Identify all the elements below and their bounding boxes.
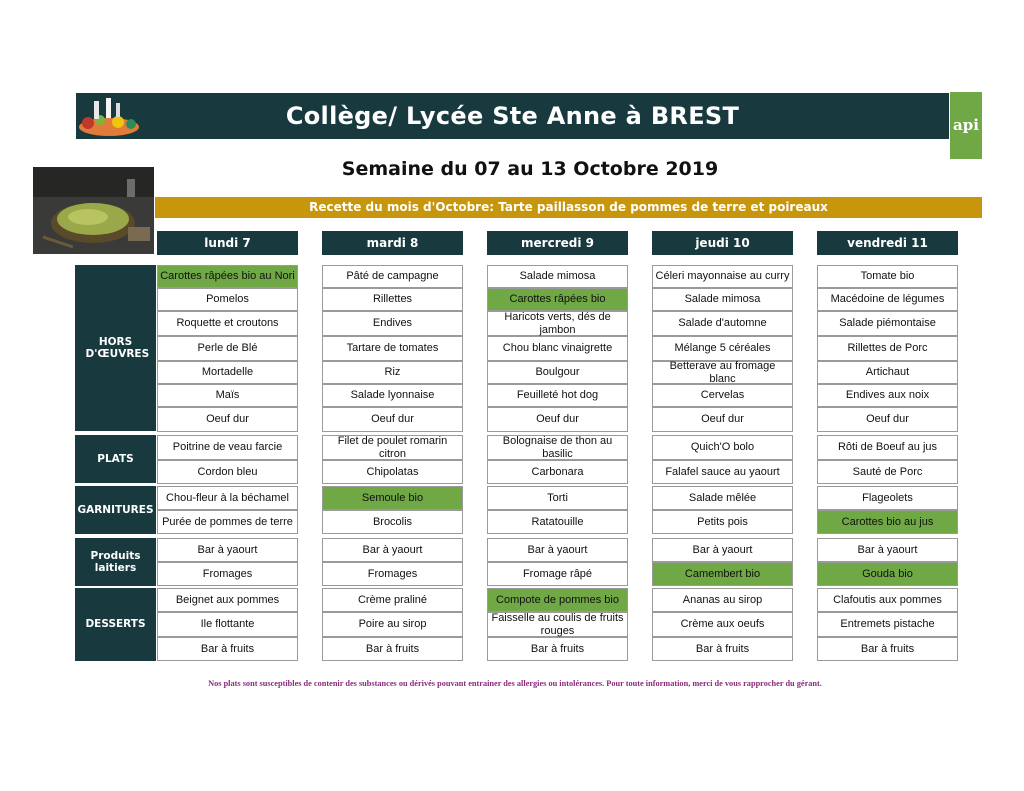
menu-cell: Cordon bleu	[157, 460, 298, 484]
menu-cell: Riz	[322, 361, 463, 384]
menu-cell: Carbonara	[487, 460, 628, 484]
menu-cell: Mortadelle	[157, 361, 298, 384]
category-label: HORS D'ŒUVRES	[85, 335, 150, 360]
menu-cell: Pomelos	[157, 288, 298, 311]
menu-cell: Bar à fruits	[487, 637, 628, 661]
menu-cell: Salade d'automne	[652, 311, 793, 336]
menu-cell: Rillettes de Porc	[817, 336, 958, 361]
menu-cell: Ananas au sirop	[652, 588, 793, 612]
menu-cell: Oeuf dur	[652, 407, 793, 432]
menu-cell: Bar à fruits	[817, 637, 958, 661]
menu-cell: Bolognaise de thon au basilic	[487, 435, 628, 460]
day-header-thursday: jeudi 10	[652, 231, 793, 255]
menu-cell: Salade mimosa	[487, 265, 628, 288]
category-produits-laitiers	[75, 538, 156, 586]
menu-cell: Carottes râpées bio au Nori	[157, 265, 298, 288]
day-header-tuesday: mardi 8	[322, 231, 463, 255]
menu-cell: Oeuf dur	[817, 407, 958, 432]
menu-cell: Salade mimosa	[652, 288, 793, 311]
menu-cell: Haricots verts, dés de jambon	[487, 311, 628, 336]
menu-cell: Petits pois	[652, 510, 793, 534]
menu-cell: Falafel sauce au yaourt	[652, 460, 793, 484]
api-logo	[950, 92, 982, 159]
menu-cell: Ratatouille	[487, 510, 628, 534]
school-title-banner	[76, 93, 949, 139]
menu-cell: Brocolis	[322, 510, 463, 534]
menu-cell: Tartare de tomates	[322, 336, 463, 361]
menu-cell: Compote de pommes bio	[487, 588, 628, 612]
menu-cell: Macédoine de légumes	[817, 288, 958, 311]
menu-cell: Beignet aux pommes	[157, 588, 298, 612]
menu-cell: Bar à yaourt	[322, 538, 463, 562]
menu-cell: Rillettes	[322, 288, 463, 311]
menu-cell: Oeuf dur	[157, 407, 298, 432]
category-hors-doeuvres	[75, 265, 156, 431]
menu-cell: Chou blanc vinaigrette	[487, 336, 628, 361]
menu-cell: Fromage râpé	[487, 562, 628, 586]
menu-cell: Torti	[487, 486, 628, 510]
menu-cell: Gouda bio	[817, 562, 958, 586]
day-header-monday: lundi 7	[157, 231, 298, 255]
menu-cell: Quich'O bolo	[652, 435, 793, 460]
menu-cell: Ile flottante	[157, 612, 298, 637]
menu-cell: Crème aux oeufs	[652, 612, 793, 637]
week-title: Semaine du 07 au 13 Octobre 2019	[341, 158, 719, 180]
category-garnitures	[75, 486, 156, 534]
menu-cell: Carottes bio au jus	[817, 510, 958, 534]
menu-cell: Camembert bio	[652, 562, 793, 586]
menu-cell: Salade mêlée	[652, 486, 793, 510]
allergy-note: Nos plats sont susceptibles de contenir des substances ou dérivés pouvant entrainer des allergies ou intolérances. Pour toute information, merci de vous rapprocher du gérant.	[208, 679, 822, 688]
menu-cell: Fromages	[322, 562, 463, 586]
menu-cell: Rôti de Boeuf au jus	[817, 435, 958, 460]
menu-cell: Bar à yaourt	[652, 538, 793, 562]
menu-cell: Bar à yaourt	[487, 538, 628, 562]
menu-cell: Oeuf dur	[322, 407, 463, 432]
menu-cell: Artichaut	[817, 361, 958, 384]
menu-cell: Pâté de campagne	[322, 265, 463, 288]
menu-cell: Entremets pistache	[817, 612, 958, 637]
category-label: GARNITURES	[77, 503, 154, 516]
menu-cell: Bar à fruits	[652, 637, 793, 661]
menu-cell: Crème praliné	[322, 588, 463, 612]
menu-cell: Sauté de Porc	[817, 460, 958, 484]
menu-cell: Betterave au fromage blanc	[652, 361, 793, 384]
api-logo-text: api	[953, 116, 979, 134]
menu-cell: Endives aux noix	[817, 384, 958, 407]
day-header-friday: vendredi 11	[817, 231, 958, 255]
category-label: DESSERTS	[85, 618, 146, 631]
menu-cell: Flageolets	[817, 486, 958, 510]
menu-cell: Boulgour	[487, 361, 628, 384]
category-plats	[75, 435, 156, 483]
menu-cell: Bar à fruits	[157, 637, 298, 661]
menu-cell: Chipolatas	[322, 460, 463, 484]
menu-cell: Bar à yaourt	[817, 538, 958, 562]
menu-cell: Salade lyonnaise	[322, 384, 463, 407]
menu-cell: Perle de Blé	[157, 336, 298, 361]
menu-cell: Tomate bio	[817, 265, 958, 288]
menu-cell: Faisselle au coulis de fruits rouges	[487, 612, 628, 637]
day-header-wednesday: mercredi 9	[487, 231, 628, 255]
menu-cell: Fromages	[157, 562, 298, 586]
menu-cell: Roquette et croutons	[157, 311, 298, 336]
menu-cell: Céleri mayonnaise au curry	[652, 265, 793, 288]
menu-cell: Feuilleté hot dog	[487, 384, 628, 407]
tart-photo	[33, 167, 154, 254]
vegetables-logo	[76, 93, 142, 139]
menu-cell: Cervelas	[652, 384, 793, 407]
menu-cell: Clafoutis aux pommes	[817, 588, 958, 612]
menu-cell: Poitrine de veau farcie	[157, 435, 298, 460]
recipe-of-month: Recette du mois d'Octobre: Tarte paillasson de pommes de terre et poireaux	[155, 197, 982, 218]
menu-cell: Endives	[322, 311, 463, 336]
menu-cell: Filet de poulet romarin citron	[322, 435, 463, 460]
menu-cell: Bar à fruits	[322, 637, 463, 661]
menu-cell: Poire au sirop	[322, 612, 463, 637]
menu-cell: Chou-fleur à la béchamel	[157, 486, 298, 510]
category-desserts	[75, 588, 156, 661]
category-label: PLATS	[97, 452, 134, 465]
menu-cell: Bar à yaourt	[157, 538, 298, 562]
menu-cell: Oeuf dur	[487, 407, 628, 432]
menu-cell: Purée de pommes de terre	[157, 510, 298, 534]
category-label: Produits laitiers	[90, 549, 141, 574]
menu-cell: Mélange 5 céréales	[652, 336, 793, 361]
menu-cell: Salade piémontaise	[817, 311, 958, 336]
menu-cell: Carottes râpées bio	[487, 288, 628, 311]
menu-cell: Semoule bio	[322, 486, 463, 510]
menu-cell: Maïs	[157, 384, 298, 407]
school-title: Collège/ Lycée Ste Anne à BREST	[285, 102, 740, 130]
